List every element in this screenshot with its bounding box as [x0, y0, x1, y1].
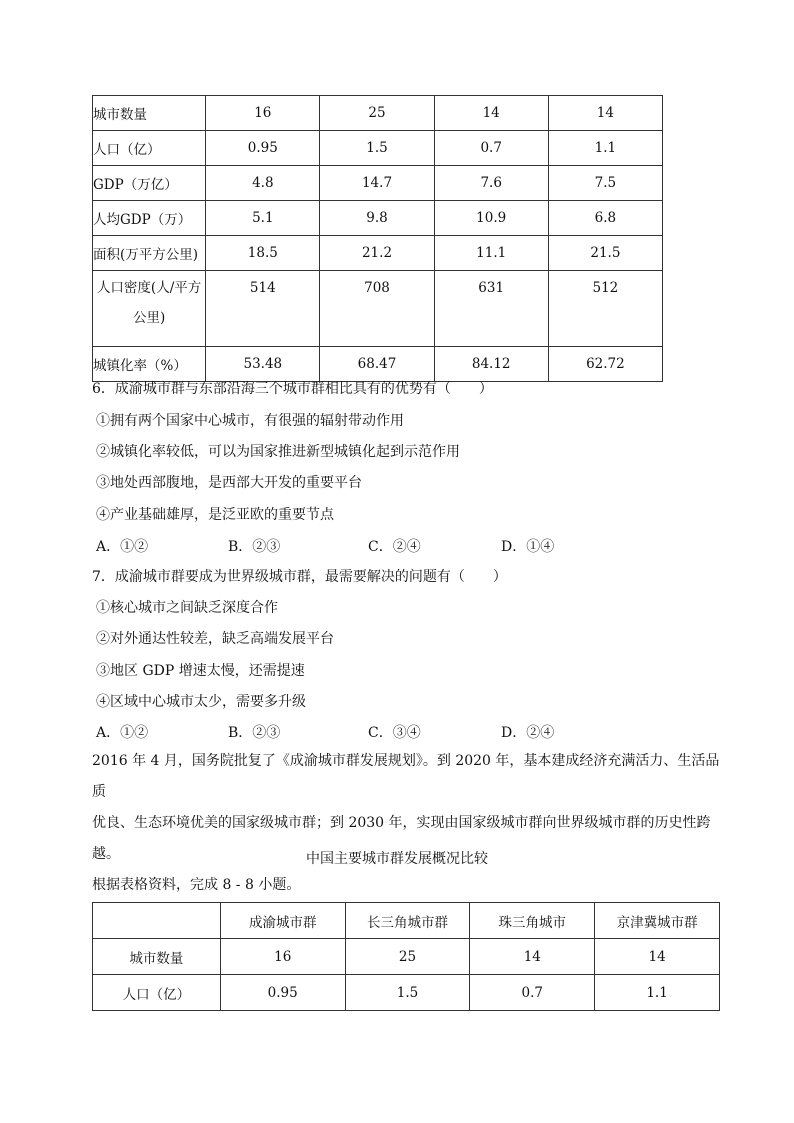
question-7-item: ①核心城市之间缺乏深度合作 [96, 600, 278, 616]
table-cell: 21.2 [320, 236, 434, 271]
table-row [93, 271, 663, 347]
table-cell: 21.5 [548, 236, 662, 271]
table-row [93, 201, 663, 236]
table-cell: 512 [548, 271, 662, 347]
row-label: 城镇化率（%） [93, 347, 206, 382]
question-7-item: ④区域中心城市太少，需要多升级 [96, 694, 306, 710]
table-cell: 11.1 [434, 236, 548, 271]
row-label: 人口（亿） [93, 975, 221, 1011]
question-6-stem: 6．成渝城市群与东部沿海三个城市群相比具有的优势有（ ） [92, 381, 493, 397]
question-6-item: ③地处西部腹地，是西部大开发的重要平台 [96, 475, 362, 491]
table-cell: 514 [206, 271, 320, 347]
table-cell: 14 [470, 939, 595, 975]
table-row [93, 96, 663, 131]
table-header-row [93, 903, 720, 939]
table-cell: 16 [220, 939, 345, 975]
table-cell: 84.12 [434, 347, 548, 382]
table-cell: 53.48 [206, 347, 320, 382]
choice-d[interactable]: D．②④ [501, 725, 555, 741]
row-label-line: 公里) [132, 310, 166, 326]
table-cell: 1.5 [320, 131, 434, 166]
table-cell: 708 [320, 271, 434, 347]
question-6-item: ①拥有两个国家中心城市，有很强的辐射带动作用 [96, 413, 404, 429]
table-caption: 中国主要城市群发展概况比较 [306, 851, 488, 867]
question-6-item: ④产业基础雄厚，是泛亚欧的重要节点 [96, 507, 334, 523]
table-cell: 14 [595, 939, 720, 975]
table-cell: 25 [345, 939, 470, 975]
header-cell: 长三角城市群 [345, 903, 470, 939]
header-cell [93, 903, 221, 939]
table-cell: 7.6 [434, 166, 548, 201]
row-label: GDP（万亿） [93, 166, 206, 201]
question-7-item: ②对外通达性较差，缺乏高端发展平台 [96, 631, 334, 647]
table-row [93, 131, 663, 166]
city-cluster-table [92, 902, 720, 1011]
table-cell: 0.7 [470, 975, 595, 1011]
table-cell: 1.5 [345, 975, 470, 1011]
table-cell: 18.5 [206, 236, 320, 271]
choice-c[interactable]: C．②④ [368, 539, 421, 555]
table-cell: 14.7 [320, 166, 434, 201]
table-row [93, 236, 663, 271]
table-cell: 62.72 [548, 347, 662, 382]
question-7-stem: 7．成渝城市群要成为世界级城市群，最需要解决的问题有（ ） [92, 569, 507, 585]
table-cell: 4.8 [206, 166, 320, 201]
table-cell: 9.8 [320, 201, 434, 236]
question-6-item: ②城镇化率较低，可以为国家推进新型城镇化起到示范作用 [96, 444, 460, 460]
row-label: 人口（亿） [93, 131, 206, 166]
table-cell: 14 [548, 96, 662, 131]
passage [92, 746, 732, 901]
row-label: 人均GDP（万） [93, 201, 206, 236]
table-cell: 10.9 [434, 201, 548, 236]
choice-b[interactable]: B．②③ [228, 725, 281, 741]
table-cell: 631 [434, 271, 548, 347]
table-cell: 1.1 [548, 131, 662, 166]
header-cell: 成渝城市群 [220, 903, 345, 939]
city-cluster-table-continued [92, 95, 663, 382]
header-cell: 京津冀城市群 [595, 903, 720, 939]
table-cell: 0.7 [434, 131, 548, 166]
choice-a[interactable]: A．①② [96, 725, 149, 741]
choice-b[interactable]: B．②③ [228, 539, 281, 555]
passage-line: 根据表格资料，完成 8 - 8 小题。 [92, 877, 301, 893]
row-label: 城市数量 [93, 96, 206, 131]
table-cell: 0.95 [206, 131, 320, 166]
table-row [93, 166, 663, 201]
table-row [93, 975, 720, 1011]
row-label-line: 人口密度(人/平方 [96, 280, 202, 296]
table-cell: 0.95 [220, 975, 345, 1011]
table-cell: 68.47 [320, 347, 434, 382]
table-cell: 14 [434, 96, 548, 131]
table-row [93, 347, 663, 382]
table-cell: 6.8 [548, 201, 662, 236]
table-cell: 5.1 [206, 201, 320, 236]
table-cell: 16 [206, 96, 320, 131]
row-label: 面积(万平方公里) [93, 236, 206, 271]
question-7-item: ③地区 GDP 增速太慢，还需提速 [96, 663, 305, 679]
choice-d[interactable]: D．①④ [501, 539, 555, 555]
choice-a[interactable]: A．①② [96, 539, 149, 555]
passage-line: 优良、生态环境优美的国家级城市群；到 2030 年，实现由国家级城市群向世界级城市群的历史性跨越。 [92, 815, 711, 862]
row-label [93, 271, 206, 347]
table-cell: 7.5 [548, 166, 662, 201]
header-cell: 珠三角城市 [470, 903, 595, 939]
row-label: 城市数量 [93, 939, 221, 975]
table-cell: 25 [320, 96, 434, 131]
passage-line: 2016 年 4 月，国务院批复了《成渝城市群发展规划》。到 2020 年，基本建成经济充满活力、生活品质 [92, 753, 720, 800]
choice-c[interactable]: C．③④ [368, 725, 421, 741]
table-cell: 1.1 [595, 975, 720, 1011]
table-row [93, 939, 720, 975]
